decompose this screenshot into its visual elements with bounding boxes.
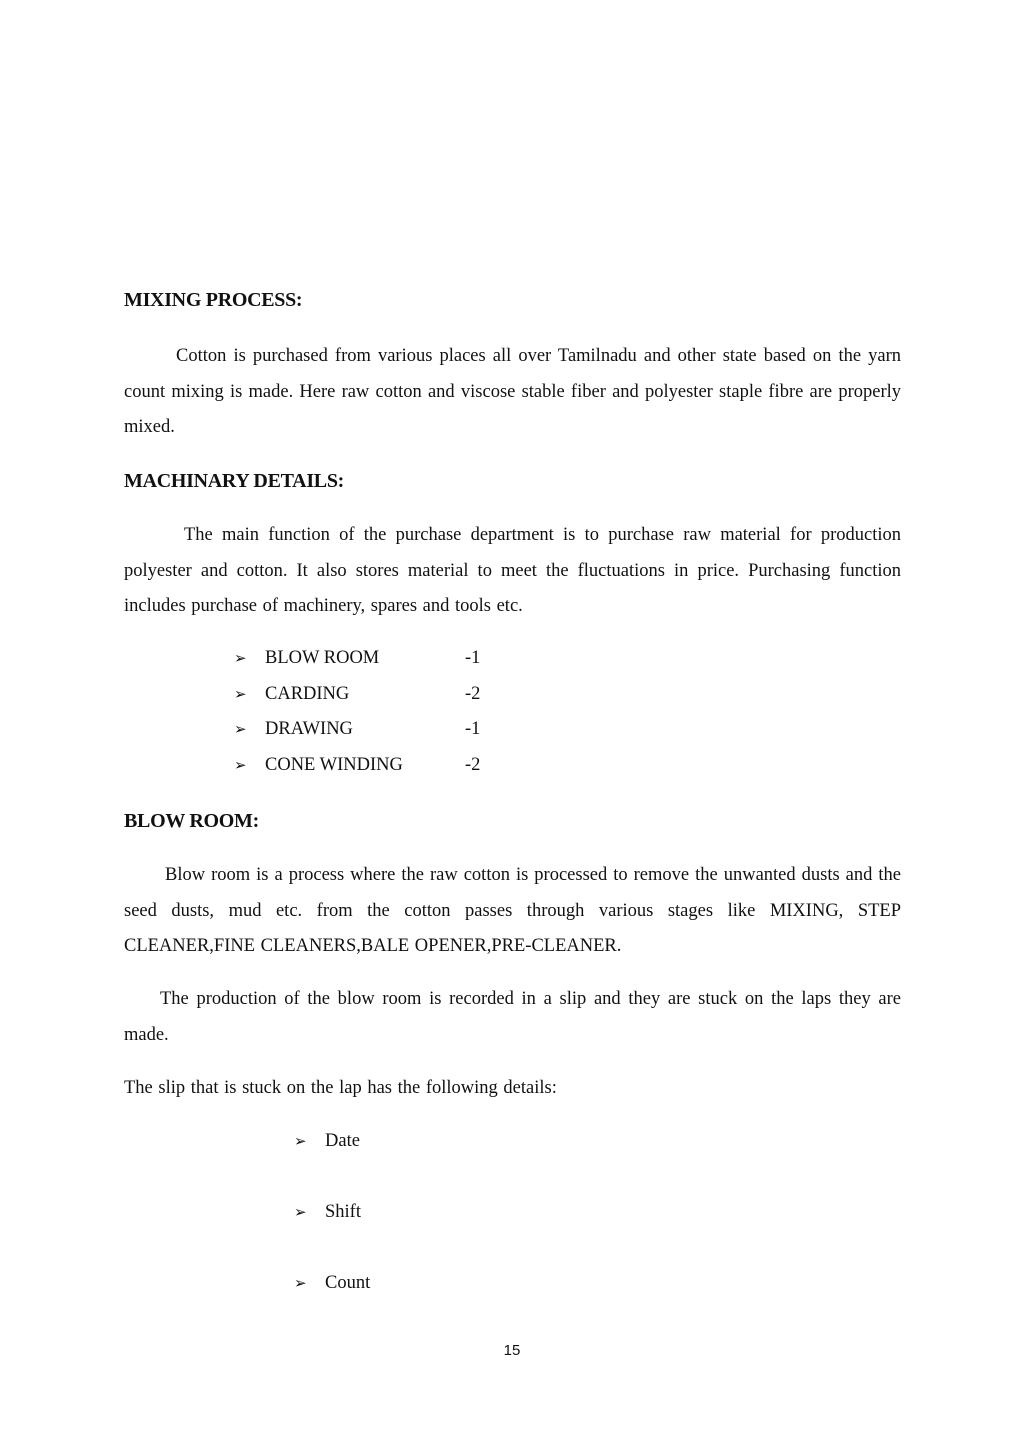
machine-name: BLOW ROOM [265, 648, 380, 668]
blow-room-paragraph-3: The slip that is stuck on the lap has the following details: [124, 1078, 557, 1098]
machine-name: CARDING [265, 683, 350, 704]
list-item [234, 641, 480, 677]
mixing-process-paragraph: Cotton is purchased from various places all over Tamilnadu and other state based on the yarn count mixing is made. Here raw cotton and viscose stable fiber and polyester staple fibre are properly mixed. [124, 346, 901, 437]
machinery-list [234, 641, 480, 783]
mixing-process-heading: MIXING PROCESS: [124, 289, 303, 311]
slip-detail-label: Count [325, 1273, 371, 1293]
page-number: 15 [503, 1342, 521, 1359]
slip-details-list [294, 1124, 370, 1337]
slip-detail-label: Shift [325, 1202, 361, 1222]
arrow-bullet-icon: ➢ [294, 1132, 307, 1150]
arrow-bullet-icon: ➢ [234, 684, 247, 703]
blow-room-heading: BLOW ROOM: [124, 810, 259, 832]
machine-count: -2 [465, 683, 481, 704]
machinery-details-paragraph: The main function of the purchase department is to purchase raw material for production polyester and cotton. It also stores material to meet the fluctuations in price. Purchasing function includes purchase of machinery, spares and tools etc. [124, 525, 901, 616]
machine-count: -2 [465, 754, 481, 775]
list-item [234, 677, 480, 713]
slip-detail-label: Date [325, 1131, 360, 1151]
blow-room-paragraph-1: Blow room is a process where the raw cotton is processed to remove the unwanted dusts and the seed dusts, mud etc. from the cotton passes through various stages like MIXING, STEP CLEANER,FINE CLEANERS,BALE OPENER,PRE-CLEANER. [124, 865, 901, 956]
list-item [234, 748, 480, 784]
arrow-bullet-icon: ➢ [234, 649, 247, 667]
machine-count: -1 [465, 648, 481, 668]
machine-name: DRAWING [265, 719, 353, 739]
list-item [294, 1124, 370, 1195]
blow-room-paragraph-2: The production of the blow room is recorded in a slip and they are stuck on the laps they are made. [124, 989, 901, 1045]
arrow-bullet-icon: ➢ [234, 720, 247, 738]
list-item [294, 1266, 370, 1337]
machine-name: CONE WINDING [265, 754, 403, 775]
list-item [234, 712, 480, 748]
machinery-details-heading: MACHINARY DETAILS: [124, 470, 345, 492]
arrow-bullet-icon: ➢ [294, 1203, 307, 1221]
list-item [294, 1195, 370, 1266]
machine-count: -1 [465, 719, 481, 739]
arrow-bullet-icon: ➢ [294, 1274, 307, 1292]
arrow-bullet-icon: ➢ [234, 755, 247, 774]
